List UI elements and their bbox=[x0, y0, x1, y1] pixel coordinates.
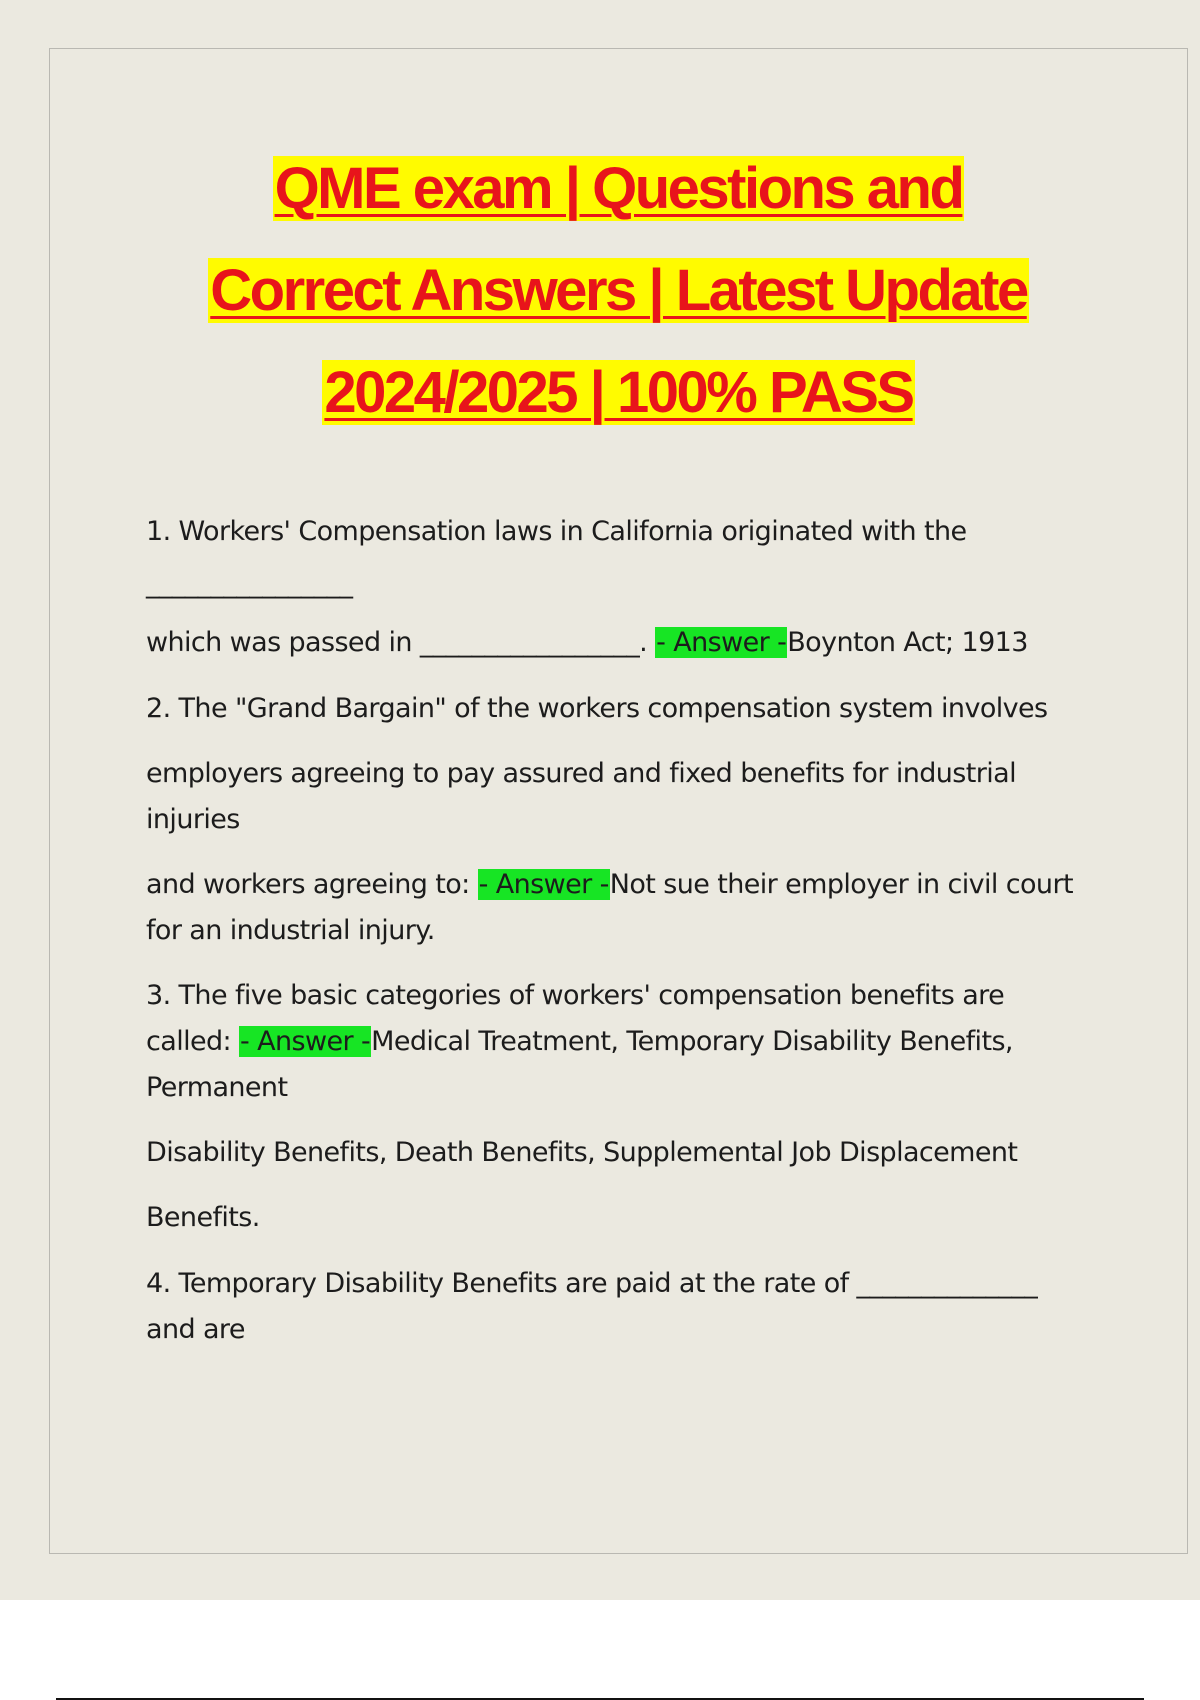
q4-line-1: 4. Temporary Disability Benefits are paid at the rate of ______________ bbox=[146, 1268, 1038, 1299]
q3-line-1: 3. The five basic categories of workers' compensation benefits are bbox=[146, 980, 1005, 1011]
q3-line-4: Disability Benefits, Death Benefits, Supplemental Job Displacement bbox=[146, 1137, 1018, 1168]
q3-line-2: called: - Answer -Medical Treatment, Temporary Disability Benefits, bbox=[146, 1026, 1013, 1057]
title-line-2: Correct Answers | Latest Update bbox=[210, 258, 1027, 323]
q1-line-3: which was passed in _________________. - Answer -Boynton Act; 1913 bbox=[146, 627, 1028, 658]
q3-answer: Medical Treatment, Temporary Disability Benefits, bbox=[371, 1026, 1013, 1057]
q2-line-4: and workers agreeing to: - Answer -Not sue their employer in civil court bbox=[146, 869, 1073, 900]
q1-line-2: ________________ bbox=[146, 568, 353, 599]
answer-label: - Answer - bbox=[240, 1026, 371, 1057]
q2-line-5: for an industrial injury. bbox=[146, 915, 435, 946]
q2-line-2: employers agreeing to pay assured and fixed benefits for industrial bbox=[146, 758, 1016, 789]
q2-answer: Not sue their employer in civil court bbox=[609, 869, 1073, 900]
q3-line-3: Permanent bbox=[146, 1072, 288, 1103]
title-line-3: 2024/2025 | 100% PASS bbox=[324, 360, 913, 425]
q3-line-5: Benefits. bbox=[146, 1202, 260, 1233]
q2-line-3: injuries bbox=[146, 804, 240, 835]
title-line-1: QME exam | Questions and bbox=[274, 156, 963, 221]
document-title bbox=[49, 138, 1188, 444]
q2-line-1: 2. The "Grand Bargain" of the workers compensation system involves bbox=[146, 693, 1048, 724]
q4-line-2: and are bbox=[146, 1314, 245, 1345]
q1-answer: Boynton Act; 1913 bbox=[787, 627, 1028, 658]
answer-label: - Answer - bbox=[478, 869, 609, 900]
q1-line-1: 1. Workers' Compensation laws in California originated with the bbox=[146, 516, 967, 547]
answer-label: - Answer - bbox=[656, 627, 787, 658]
